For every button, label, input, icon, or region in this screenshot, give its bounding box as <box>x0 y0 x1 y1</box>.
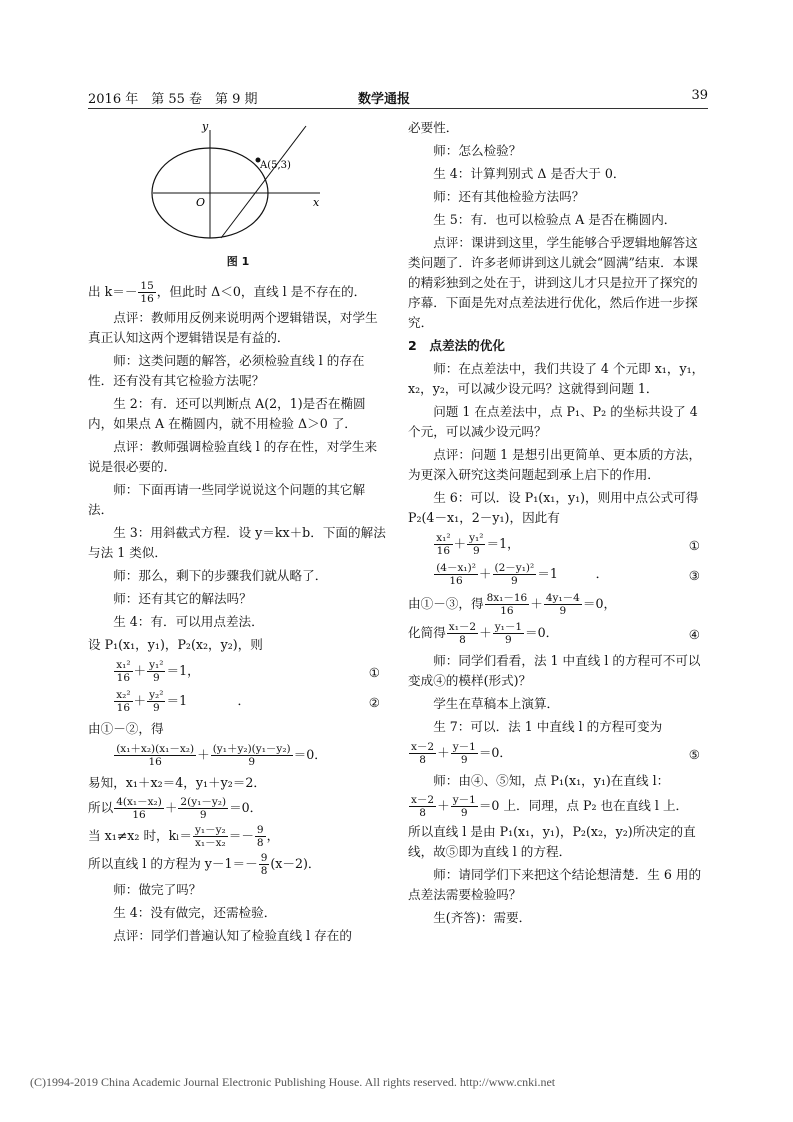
section-heading: 2 点差法的优化 <box>408 338 505 353</box>
equation-2: $\frac{\text{x₂²}}{16}$ ＋ $\frac{\text{y₂²}}{9}$ ＝1 ． ② <box>116 689 380 714</box>
equation-1: $\frac{\text{x₁²}}{16}$ ＋ $\frac{\text{y₁²}}{9}$ ＝1， ① <box>116 659 380 684</box>
equation-r5: $\frac{x-2}{8}$ ＋ $\frac{y-1}{9}$ ＝0． ⑤ <box>411 741 700 766</box>
point-a-label: A(5,3) <box>260 160 291 171</box>
paragraph: 师：在点差法中，我们共设了 4 个元即 x₁，y₁，x₂，y₂，可以减少设元吗？这就得到问题 1． <box>408 361 705 396</box>
paragraph: 点评：同学们普遍认知了检验直线 l 存在的 <box>113 928 352 943</box>
paragraph: 生 6：可以．设 P₁(x₁，y₁)，则用中点公式可得 P₂(4－x₁，2－y₁)，因此有 <box>408 490 699 525</box>
paragraph: 点评：问题 1 是想引出更简单、更本质的方法，为更深入研究这类问题起到承上启下的作用． <box>408 447 702 482</box>
paragraph: 所以直线 l 的方程为 y－1＝－ $\frac{9}{8}$ (x－2)． <box>88 852 321 877</box>
paragraph: 师：还有其它的解法吗？ <box>113 591 252 606</box>
journal-issue: 2016 年 第 55 卷 第 9 期 <box>88 92 258 107</box>
paragraph: 生 3：用斜截式方程．设 y＝kx＋b．下面的解法与法 1 类似． <box>88 525 386 560</box>
paragraph: 学生在草稿本上演算． <box>433 696 560 711</box>
paragraph: 生 5：有．也可以检验点 A 是否在椭圆内． <box>433 212 677 227</box>
paragraph: 设 P₁(x₁，y₁)，P₂(x₂，y₂)，则 <box>88 637 263 652</box>
paragraph: 生 4：计算判别式 Δ 是否大于 0． <box>433 166 626 181</box>
paragraph: 师：下面再请一些同学说说这个问题的其它解法． <box>88 482 366 517</box>
y-label: y <box>202 120 209 133</box>
paragraph: 问题 1 在点差法中，点 P₁、P₂ 的坐标共设了 4 个元，可以减少设元吗？ <box>408 404 698 439</box>
paragraph: 师：请同学们下来把这个结论想清楚．生 6 用的点差法需要检验吗？ <box>408 867 702 902</box>
left-column <box>88 118 388 949</box>
paragraph: 点评：教师用反例来说明两个逻辑错误，对学生真正认知这两个逻辑错误是有益的． <box>88 310 378 345</box>
paragraph: 所以 $\frac{\text{4(x₁－x₂)}}{16}$ ＋ $\frac{\text{2(y₁－y₂)}}{9}$ ＝0． <box>88 796 263 821</box>
paragraph: 师：怎么检验？ <box>433 143 522 158</box>
paragraph: 师：那么，剩下的步骤我们就从略了． <box>113 568 328 583</box>
figure-caption: 图 1 <box>226 255 250 268</box>
paragraph: 由①－③，得 $\frac{\text{8x₁－16}}{16}$ ＋ $\frac{\text{4y₁－4}}{9}$ ＝0， <box>408 592 617 617</box>
paragraph: 生 4：没有做完，还需检验． <box>113 905 277 920</box>
paragraph: 出 k＝－ $\frac{15}{16}$ ，但此时 Δ＜0，直线 l 是不存在的． <box>88 280 367 305</box>
paragraph: 当 x₁≠x₂ 时，kₗ＝ $\frac{\text{y₁－y₂}}{\text{x₁－x₂}}$ ＝－ $\frac{9}{8}$ ， <box>88 824 280 849</box>
paragraph: $\frac{x-2}{8}$ ＋ $\frac{y-1}{9}$ ＝0 上．同理，点 P₂ 也在直线 l 上． <box>411 794 689 819</box>
paragraph: 生(齐答)：需要． <box>433 910 532 925</box>
paragraph: 生 2：有．还可以判断点 A(2，1)是否在椭圆内，如果点 A 在椭圆内，就不用检验 Δ＞0 了． <box>88 396 366 431</box>
paragraph: 师：同学们看看，法 1 中直线 l 的方程可不可以变成④的模样(形式)？ <box>408 653 701 688</box>
figure-1 <box>88 118 388 248</box>
x-label: x <box>313 196 320 209</box>
paragraph: 点评：教师强调检验直线 l 的存在性，对学生来说是很必要的． <box>88 439 378 474</box>
equation-r1: $\frac{\text{x₁²}}{16}$ ＋ $\frac{\text{y₁²}}{9}$ ＝1， ① <box>436 532 700 557</box>
paragraph: 师：由④、⑤知，点 P₁(x₁，y₁)在直线 l： <box>433 773 670 788</box>
paragraph: 易知，x₁＋x₂＝4，y₁＋y₂＝2． <box>88 775 266 790</box>
journal-title: 数学通报 <box>358 92 411 107</box>
paragraph: 师：这类问题的解答，必须检验直线 l 的存在性．还有没有其它检验方法呢？ <box>88 353 365 388</box>
paragraph: 生 4：有．可以用点差法． <box>113 614 264 629</box>
running-header <box>88 88 708 109</box>
paragraph: 由①－②，得 <box>88 721 164 736</box>
equation-r4: 化简得 $\frac{\text{x₁－2}}{8}$ ＋ $\frac{\text{y₁－1}}{9}$ ＝0． ④ <box>408 621 700 646</box>
right-column <box>408 118 708 931</box>
page-number: 39 <box>691 88 708 103</box>
equation-r3: $\frac{\text{(4－x₁)²}}{16}$ ＋ $\frac{\text{(2－y₁)²}}{9}$ ＝1 ． ③ <box>436 562 700 587</box>
paragraph: 所以直线 l 是由 P₁(x₁，y₁)，P₂(x₂，y₂)所决定的直线，故⑤即为直线 l 的方程． <box>408 824 696 859</box>
paragraph: 必要性． <box>408 120 459 135</box>
equation-3: $\frac{\text{(x₁＋x₂)(x₁－x₂)}}{16}$ ＋ $\frac{\text{(y₁＋y₂)(y₁－y₂)}}{9}$ ＝0． <box>116 743 327 768</box>
line-l <box>221 126 306 238</box>
origin-label: O <box>196 196 206 209</box>
paragraph: 生 7：可以．法 1 中直线 l 的方程可变为 <box>433 719 663 734</box>
paragraph: 师：做完了吗？ <box>113 882 202 897</box>
paragraph: 师：还有其他检验方法吗？ <box>433 189 585 204</box>
copyright-footer: (C)1994-2019 China Academic Journal Electronic Publishing House. All rights reserved. http://www.cnki.net <box>30 1075 556 1089</box>
paragraph: 点评：课讲到这里，学生能够合乎逻辑地解答这类问题了．许多老师讲到这儿就会“圆满”结束．本课的精彩独到之处在于，讲到这儿才只是拉开了探究的序幕．下面是先对点差法进行优化，然后作进一步探究． <box>408 235 698 330</box>
ellipse-diagram <box>148 118 328 243</box>
